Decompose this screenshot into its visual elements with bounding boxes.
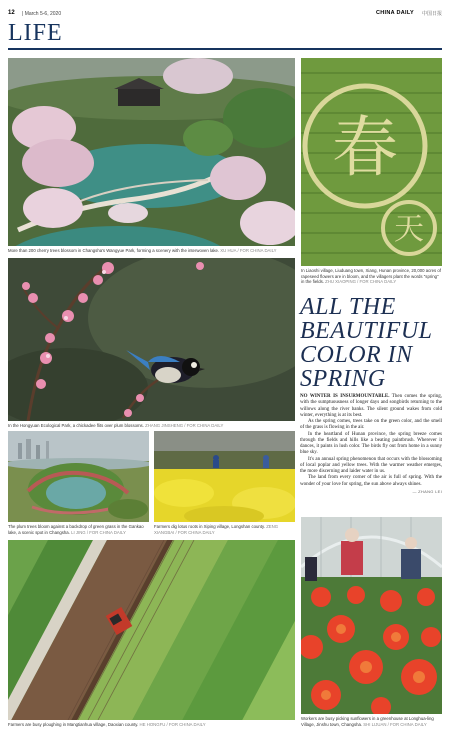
article-paragraph: NO WINTER IS INSURMOUNTABLE. Then comes the spring, with the sumptuousness of longer days and songbirds returning to the willows along the river banks. The silent ground wakes from cold winter, everything is at its best. bbox=[300, 394, 442, 418]
section-rule bbox=[8, 48, 442, 50]
rapeseed-caption: Farmers dig lotus roots in Xiping village, Longshan county. ZENG XIANGBAI / FOR CHINA DAILY bbox=[154, 524, 279, 535]
bird-blossom-caption: In the Hongyuan Ecological Park, a chickadee flits over plum blossoms. ZHANG JINSHENG / FOR CHINA DAILY bbox=[8, 423, 224, 428]
newspaper-name-cn: 中国日报 bbox=[421, 11, 442, 17]
plowing-caption: Farmers are busy ploughing in Mangtianhua village, Daoxian county. HE HONGFU / FOR CHINA DAILY bbox=[8, 722, 206, 727]
lake-aerial-caption: The plum trees bloom against a backdrop of green grass in the Gankao lake, a scenic spot in Changsha. LI JING / FOR CHINA DAILY bbox=[8, 524, 144, 535]
field-character-photo bbox=[301, 58, 442, 266]
field-character-large: 春 bbox=[332, 109, 398, 186]
issue-date: | March 5-6, 2020 bbox=[22, 11, 62, 17]
page-number: 12 bbox=[8, 10, 15, 16]
rapeseed-field-photo bbox=[154, 431, 295, 522]
plowing-aerial-photo bbox=[8, 540, 295, 720]
article-paragraph: The land from every corner of the air is full of spring. With the wonder of your love for spring, the sun above always shines. bbox=[300, 475, 442, 487]
article-byline: — ZHANG LEI bbox=[412, 488, 442, 494]
cherry-park-caption: More than 200 cherry trees blossom in Changsha's Wangyue Park, forming a scenery with the interwoven lake. XU HUA / FOR CHINA DAILY bbox=[8, 248, 277, 253]
greenhouse-caption: Workers are busy picking sunflowers in a greenhouse at Longhua-ling Village, Jinshu town, Changsha. SHI LIJUAN / FOR CHINA DAILY bbox=[301, 716, 434, 727]
article-paragraph: It's an annual spring phenomenon that occurs with the blossoming of local poplar and yellow trees. With the warmer weather emerges, the more discerning and laider water in us. bbox=[300, 456, 442, 474]
page-header bbox=[8, 8, 442, 20]
lake-aerial-photo bbox=[8, 431, 149, 522]
cherry-park-photo bbox=[8, 58, 295, 246]
field-character-caption: In Liaoshi village, Liuduang town, Xiang, Hunan province, 20,000 acres of rapeseed flowers are in bloom, and the villagers plant the words "spring" in the fields. ZHU XIAOPING / FOR CHINA DAILY bbox=[301, 268, 441, 285]
article-paragraph: In the heartland of Hunan province, the spring breeze comes through the fields and hills like a beating paintbrush. Wherever it dances, it paints in lush color. The birds fly out from home in a sunny blue sky. bbox=[300, 431, 442, 456]
newspaper-name: CHINA DAILY bbox=[375, 10, 414, 16]
greenhouse-photo bbox=[301, 517, 442, 714]
article-headline: ALL THE BEAUTIFUL COLOR IN SPRING bbox=[300, 294, 433, 392]
section-title: LIFE bbox=[8, 20, 63, 46]
article-paragraph: As the spring comes, trees take on the green color, and the smell of the grass is flowing in the air. bbox=[300, 419, 442, 431]
field-character-small: 天 bbox=[394, 212, 424, 247]
bird-blossom-photo bbox=[8, 258, 295, 421]
article-body bbox=[300, 394, 442, 495]
article-lead: NO WINTER IS INSURMOUNTABLE. bbox=[300, 394, 390, 399]
